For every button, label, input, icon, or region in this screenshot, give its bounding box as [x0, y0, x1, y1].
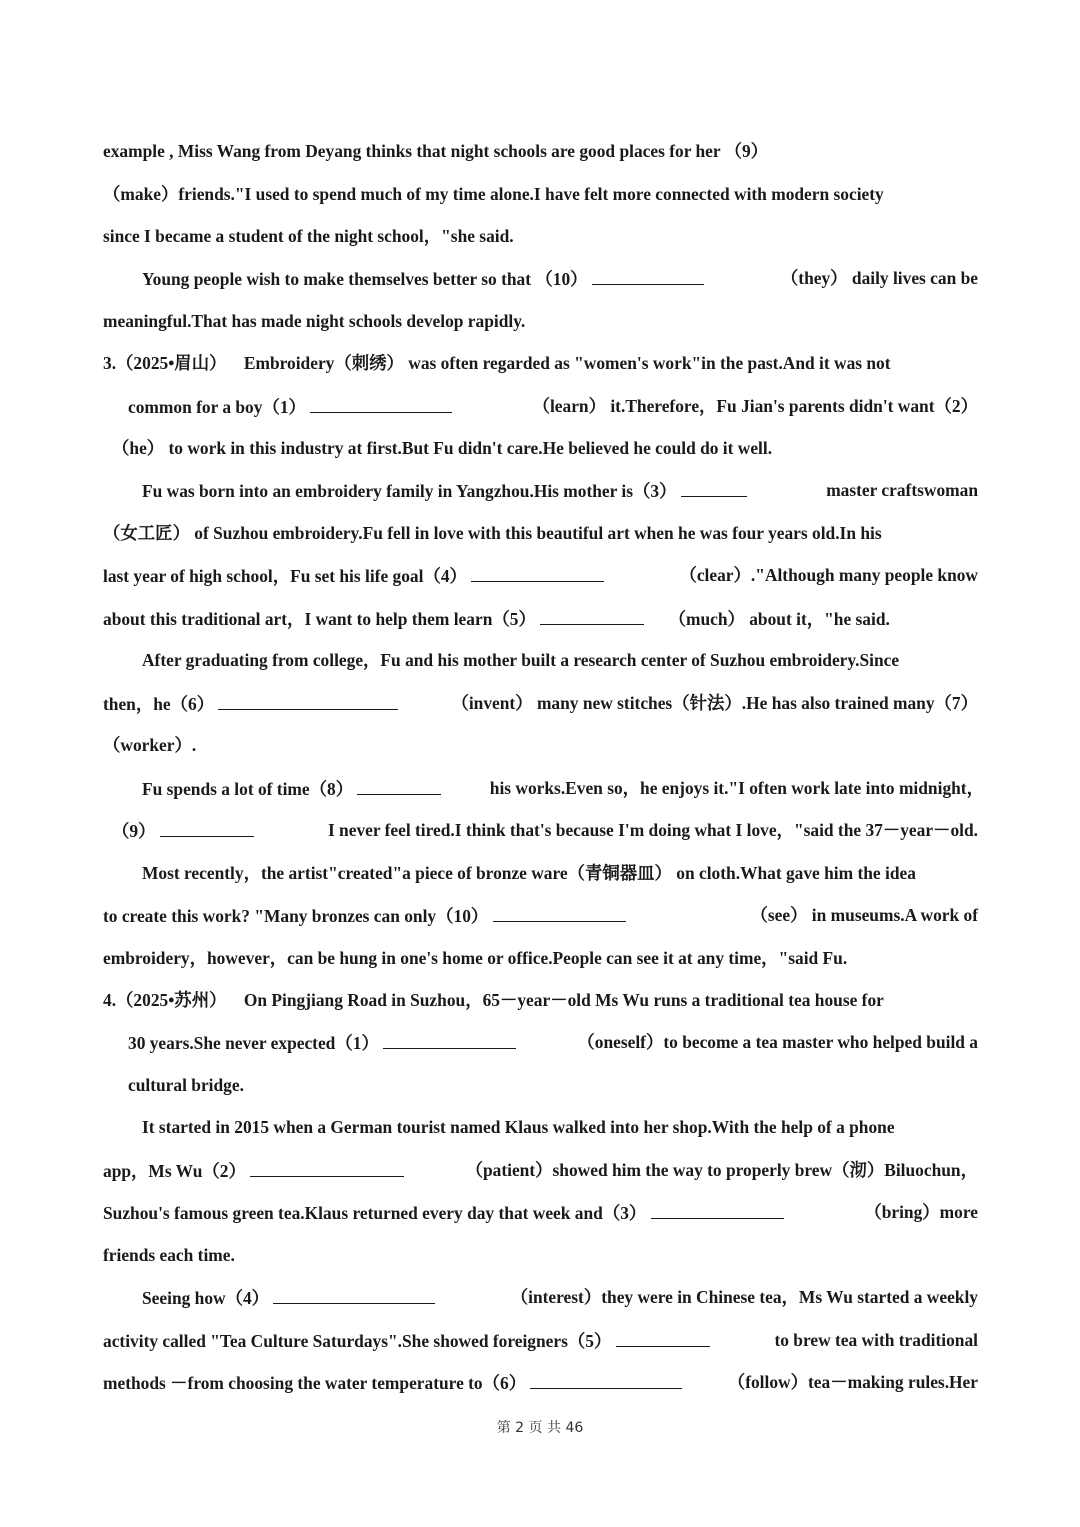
answer-blank[interactable]	[357, 776, 441, 795]
text-line	[103, 1200, 978, 1225]
text-line	[128, 1073, 1003, 1097]
text-line	[103, 691, 978, 716]
answer-blank[interactable]	[218, 691, 398, 710]
line-text: （invent） many new stitches（针法）.He has also trained many（7）	[451, 693, 978, 713]
line-text: to create this work? "Many bronzes can only（10）	[103, 906, 489, 926]
text-line	[112, 818, 978, 843]
page-number-footer: 第 2 页 共 46	[496, 1420, 584, 1436]
line-text: （he） to work in this industry at first.But Fu didn't care.He believed he could do it well.	[112, 438, 773, 458]
text-line	[103, 1328, 978, 1353]
line-text: （interest）they were in Chinese tea，Ms Wu started a weekly	[510, 1287, 978, 1307]
text-line	[103, 606, 978, 631]
line-text: 30 years.She never expected（1）	[128, 1033, 379, 1053]
line-text: about this traditional art，I want to help them learn（5）	[103, 609, 536, 629]
line-text: （bring）more	[864, 1202, 978, 1222]
line-text: After graduating from college，Fu and his mother built a research center of Suzhou embroidery.Since	[142, 650, 900, 670]
text-line	[103, 182, 978, 206]
line-text: 4.（2025•苏州） On Pingjiang Road in Suzhou，65－year－old Ms Wu runs a traditional tea house for	[103, 990, 884, 1010]
line-text: （make）friends."I used to spend much of my time alone.I have felt more connected with modern society	[103, 184, 884, 204]
line-text: Seeing how（4）	[142, 1288, 270, 1308]
line-text: his works.Even so，he enjoys it."I often work late into midnight，	[489, 778, 984, 798]
text-line	[103, 1243, 978, 1267]
line-text: friends each time.	[103, 1245, 235, 1265]
line-text: （oneself）to become a tea master who helped build a	[577, 1032, 978, 1052]
line-text: 3.（2025•眉山） Embroidery（刺绣） was often regarded as "women's work"in the past.And it was not	[103, 353, 891, 373]
answer-blank[interactable]	[493, 903, 626, 922]
text-line	[142, 478, 978, 503]
line-text: （clear）."Although many people know	[679, 565, 978, 585]
line-text: common for a boy（1）	[128, 397, 306, 417]
line-text: since I became a student of the night school，"she said.	[103, 226, 514, 246]
line-text: （patient）showed him the way to properly brew（沏）Biluochun，	[465, 1160, 978, 1180]
line-text: （see） in museums.A work of	[750, 905, 978, 925]
text-line	[103, 1158, 978, 1183]
text-line	[142, 1285, 978, 1310]
line-text: （9）	[112, 821, 156, 841]
text-line	[103, 521, 978, 545]
answer-blank[interactable]	[250, 1158, 404, 1177]
answer-blank[interactable]	[273, 1285, 435, 1304]
answer-blank[interactable]	[540, 606, 644, 625]
text-line	[142, 1115, 978, 1139]
answer-blank[interactable]	[310, 394, 452, 413]
text-line	[103, 309, 978, 333]
line-text: example , Miss Wang from Deyang thinks that night schools are good places for her （9）	[103, 141, 769, 161]
line-text: methods －from choosing the water temperature to（6）	[103, 1373, 527, 1393]
line-text: meaningful.That has made night schools develop rapidly.	[103, 311, 526, 331]
answer-blank[interactable]	[471, 563, 604, 582]
answer-blank[interactable]	[383, 1030, 516, 1049]
line-text: It started in 2015 when a German tourist named Klaus walked into her shop.With the help of a phone	[142, 1117, 895, 1137]
text-line	[128, 1030, 978, 1055]
line-text: （worker）.	[103, 735, 197, 755]
text-line	[142, 861, 978, 885]
line-text: Young people wish to make themselves better so that （10）	[142, 269, 588, 289]
text-line	[103, 224, 978, 248]
line-text: to brew tea with traditional	[774, 1330, 978, 1350]
line-text: Fu was born into an embroidery family in Yangzhou.His mother is（3）	[142, 481, 677, 501]
answer-blank[interactable]	[616, 1328, 710, 1347]
line-text: cultural bridge.	[128, 1075, 244, 1095]
line-text: Most recently，the artist"created"a piece of bronze ware（青铜器皿） on cloth.What gave him the idea	[142, 863, 916, 883]
answer-blank[interactable]	[651, 1200, 784, 1219]
text-line	[103, 946, 978, 970]
line-text: activity called "Tea Culture Saturdays".She showed foreigners（5）	[103, 1331, 612, 1351]
text-line	[128, 394, 978, 419]
line-text: then，he（6）	[103, 694, 215, 714]
line-text: I never feel tired.I think that's because I'm doing what I love，"said the 37－year－old.	[327, 820, 978, 840]
text-line	[142, 266, 978, 291]
text-line	[103, 903, 978, 928]
line-text: （follow）tea－making rules.Her	[727, 1372, 978, 1392]
line-text: Suzhou's famous green tea.Klaus returned every day that week and（3）	[103, 1203, 647, 1223]
answer-blank[interactable]	[160, 818, 254, 837]
text-line	[103, 1370, 978, 1395]
line-text: （learn） it.Therefore，Fu Jian's parents didn't want（2）	[532, 396, 978, 416]
line-text: app，Ms Wu（2）	[103, 1161, 246, 1181]
question-heading	[103, 351, 978, 375]
line-text: （they） daily lives can be	[780, 268, 978, 288]
line-text: （much） about it，"he said.	[668, 609, 890, 629]
text-line	[103, 563, 978, 588]
line-text: master craftswoman	[826, 480, 978, 500]
line-text: （女工匠） of Suzhou embroidery.Fu fell in love with this beautiful art when he was four years old.In his	[103, 523, 882, 543]
text-line	[103, 733, 978, 757]
line-text: last year of high school，Fu set his life goal（4）	[103, 566, 467, 586]
text-line	[112, 436, 987, 460]
text-line	[142, 648, 978, 672]
text-line	[103, 139, 978, 163]
text-line	[142, 776, 984, 801]
line-text: embroidery，however，can be hung in one's home or office.People can see it at any time，"said Fu.	[103, 948, 848, 968]
answer-blank[interactable]	[592, 266, 704, 285]
answer-blank[interactable]	[681, 478, 747, 497]
line-text: Fu spends a lot of time（8）	[142, 779, 354, 799]
answer-blank[interactable]	[530, 1370, 682, 1389]
question-heading	[103, 988, 978, 1012]
